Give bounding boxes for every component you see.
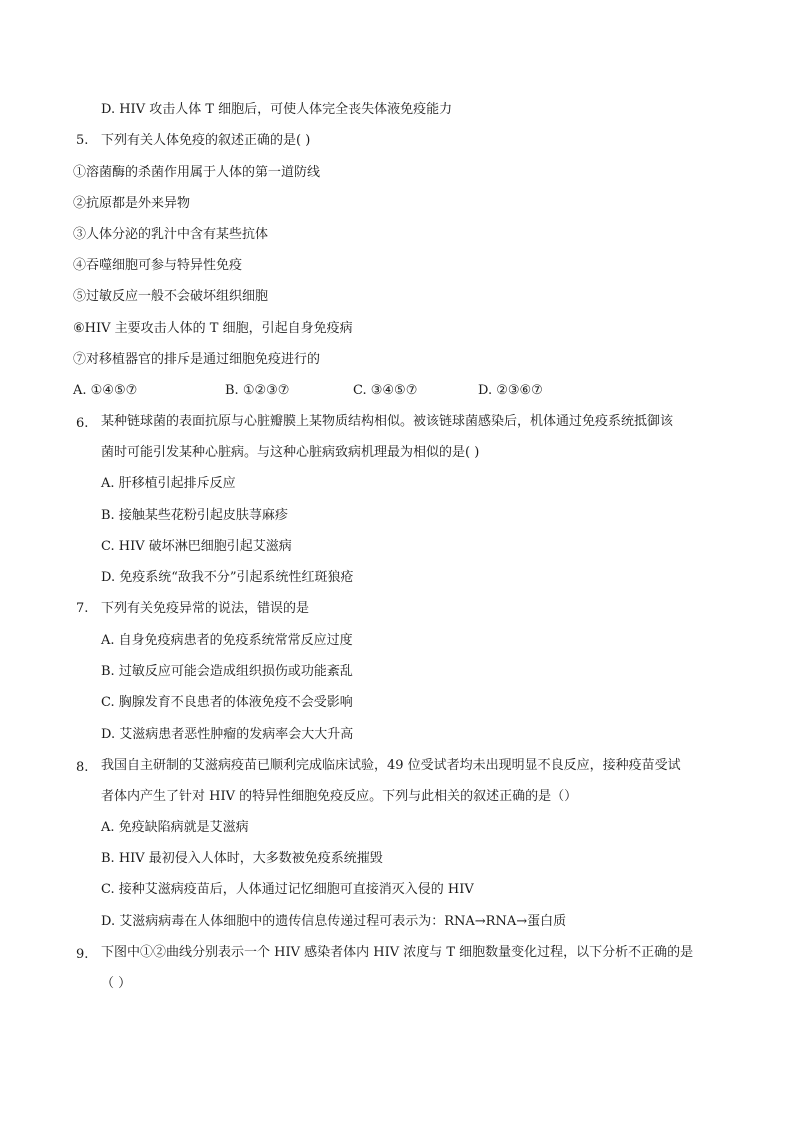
q7-option-b: B. 过敏反应可能会造成组织损伤或功能紊乱: [101, 664, 353, 679]
q5-option-d: D. ②③⑥⑦: [478, 383, 543, 398]
q8-option-a: A. 免疫缺陷病就是艾滋病: [101, 820, 249, 835]
q8-stem-line1: 我国自主研制的艾滋病疫苗已顺利完成临床试验，49 位受试者均未出现明显不良反应，接种疫苗受试: [101, 758, 681, 773]
q9-number: 9.: [76, 947, 89, 962]
q7-option-d: D. 艾滋病患者恶性肿瘤的发病率会大大升高: [101, 727, 354, 742]
q9-stem-line1: 下图中①②曲线分别表示一个 HIV 感染者体内 HIV 浓度与 T 细胞数量变化过程，以下分析不正确的是: [101, 945, 694, 960]
q7-option-a: A. 自身免疫病患者的免疫系统常常反应过度: [101, 633, 353, 648]
q5-statement-5: ⑤过敏反应一般不会破坏组织细胞: [73, 289, 269, 304]
q5-stem: 下列有关人体免疫的叙述正确的是( ): [101, 133, 311, 148]
q7-number: 7.: [76, 601, 89, 616]
q8-option-c: C. 接种艾滋病疫苗后，人体通过记忆细胞可直接消灭入侵的 HIV: [101, 882, 474, 897]
q6-option-d: D. 免疫系统“敌我不分”引起系统性红斑狼疮: [101, 570, 354, 585]
q8-option-d: D. 艾滋病病毒在人体细胞中的遗传信息传递过程可表示为：RNA→RNA→蛋白质: [101, 914, 567, 929]
q6-stem-line1: 某种链球菌的表面抗原与心脏瓣膜上某物质结构相似。被该链球菌感染后，机体通过免疫系统抵御该: [101, 414, 674, 429]
q5-statement-4: ④吞噬细胞可参与特异性免疫: [73, 258, 243, 273]
q5-options-row: [73, 383, 713, 399]
q8-stem-line2: 者体内产生了针对 HIV 的特异性细胞免疫反应。下列与此相关的叙述正确的是（）: [101, 789, 578, 804]
q4-option-d: D. HIV 攻击人体 T 细胞后，可使人体完全丧失体液免疫能力: [101, 102, 453, 117]
q5-statement-7: ⑦对移植器官的排斥是通过细胞免疫进行的: [73, 352, 321, 367]
q5-option-b: B. ①②③⑦: [225, 383, 290, 398]
q9-stem-line2: （ ）: [101, 976, 132, 991]
q6-stem-line2: 菌时可能引发某种心脏病。与这种心脏病致病机理最为相似的是( ): [101, 445, 480, 460]
q7-option-c: C. 胸腺发育不良患者的体液免疫不会受影响: [101, 695, 353, 710]
q6-option-b: B. 接触某些花粉引起皮肤荨麻疹: [101, 508, 288, 523]
q6-number: 6.: [76, 416, 89, 431]
q6-option-a: A. 肝移植引起排斥反应: [101, 476, 236, 491]
q7-stem: 下列有关免疫异常的说法，错误的是: [101, 601, 310, 616]
q5-statement-3: ③人体分泌的乳汁中含有某些抗体: [73, 227, 269, 242]
q5-option-c: C. ③④⑤⑦: [353, 383, 418, 398]
q5-statement-6: ⑥HIV 主要攻击人体的 T 细胞，引起自身免疫病: [73, 321, 353, 336]
q6-option-c: C. HIV 破坏淋巴细胞引起艾滋病: [101, 539, 292, 554]
q5-option-a: A. ①④⑤⑦: [73, 383, 138, 398]
q8-number: 8.: [76, 760, 89, 775]
q8-option-b: B. HIV 最初侵入人体时，大多数被免疫系统摧毁: [101, 851, 383, 866]
q5-statement-2: ②抗原都是外来异物: [73, 196, 191, 211]
q5-statement-1: ①溶菌酶的杀菌作用属于人体的第一道防线: [73, 165, 321, 180]
q5-number: 5.: [76, 133, 89, 148]
